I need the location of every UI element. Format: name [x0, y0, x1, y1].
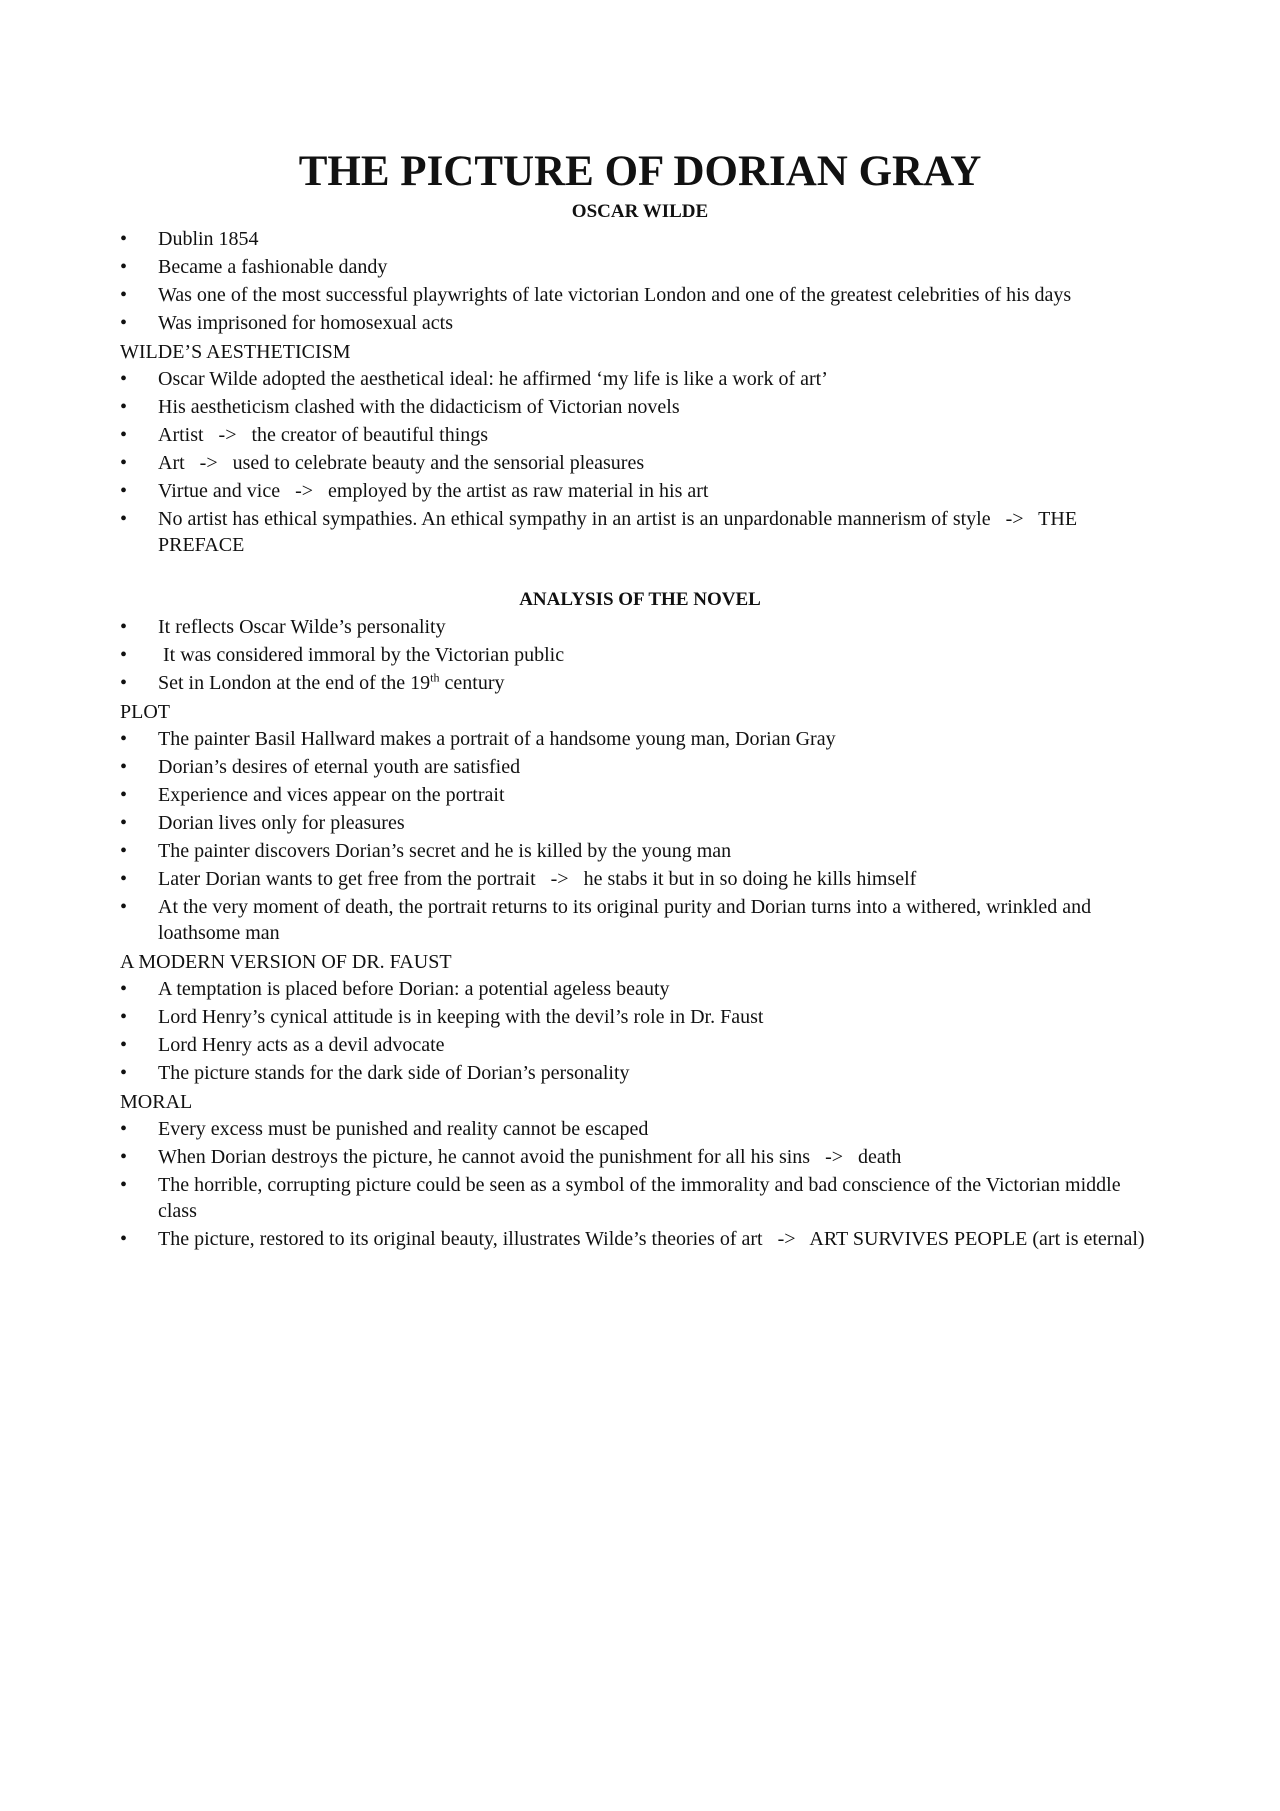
bullet-icon: •: [120, 1034, 128, 1056]
bullet-icon: •: [120, 896, 128, 918]
bio-list: [120, 226, 1160, 336]
document-title: THE PICTURE OF DORIAN GRAY: [298, 148, 982, 195]
bullet-icon: •: [120, 840, 128, 862]
list-item: • It was considered immoral by the Victorian public: [120, 644, 565, 666]
bullet-icon: •: [120, 480, 128, 502]
list-item: • Set in London at the end of the 19th century: [120, 670, 505, 694]
plot-heading: PLOT: [120, 701, 170, 723]
bullet-icon: •: [120, 978, 128, 1000]
list-item: • Was imprisoned for homosexual acts: [120, 312, 453, 334]
list-item: • Lord Henry’s cynical attitude is in keeping with the devil’s role in Dr. Faust: [120, 1006, 764, 1028]
faust-heading: A MODERN VERSION OF DR. FAUST: [120, 951, 452, 973]
bullet-icon: •: [120, 368, 128, 390]
list-item: • The picture stands for the dark side of Dorian’s personality: [120, 1062, 630, 1084]
list-item: • Later Dorian wants to get free from the portrait -> he stabs it but in so doing he kills himself: [120, 868, 917, 890]
list-item: • It reflects Oscar Wilde’s personality: [120, 616, 446, 638]
bullet-icon: •: [120, 1006, 128, 1028]
bullet-icon: •: [120, 1228, 128, 1250]
list-item: • Dorian’s desires of eternal youth are satisfied: [120, 756, 521, 778]
bullet-icon: •: [120, 396, 128, 418]
list-item: • Became a fashionable dandy: [120, 256, 388, 278]
bullet-icon: •: [120, 784, 128, 806]
bullet-icon: •: [120, 728, 128, 750]
list-item: • The painter Basil Hallward makes a portrait of a handsome young man, Dorian Gray: [120, 728, 836, 750]
bullet-icon: •: [120, 868, 128, 890]
bullet-icon: •: [120, 452, 128, 474]
bullet-icon: •: [120, 756, 128, 778]
list-item: • Every excess must be punished and reality cannot be escaped: [120, 1118, 649, 1140]
bullet-icon: •: [120, 616, 128, 638]
superscript: th: [430, 670, 440, 685]
bullet-icon: •: [120, 1062, 128, 1084]
bullet-icon: •: [120, 1174, 128, 1196]
list-item: • No artist has ethical sympathies. An ethical sympathy in an artist is an unpardonable mannerism of style -> THE PREFACE: [120, 508, 1083, 556]
list-item: • Dublin 1854: [120, 228, 259, 250]
bullet-icon: •: [120, 1146, 128, 1168]
list-item: • Was one of the most successful playwrights of late victorian London and one of the greatest celebrities of his days: [120, 284, 1072, 306]
analysis-heading: ANALYSIS OF THE NOVEL: [519, 589, 761, 610]
list-item: • The painter discovers Dorian’s secret and he is killed by the young man: [120, 840, 732, 862]
aestheticism-heading: WILDE’S AESTHETICISM: [120, 341, 351, 363]
list-item: • Artist -> the creator of beautiful things: [120, 424, 489, 446]
bullet-icon: •: [120, 1118, 128, 1140]
list-item: • At the very moment of death, the portrait returns to its original purity and Dorian turns into a withered, wrinkled and loathsome man: [120, 896, 1092, 944]
list-item: • Virtue and vice -> employed by the artist as raw material in his art: [120, 480, 709, 502]
bullet-icon: •: [120, 672, 128, 694]
list-item: • When Dorian destroys the picture, he cannot avoid the punishment for all his sins -> death: [120, 1146, 902, 1168]
author-name: OSCAR WILDE: [571, 201, 709, 222]
list-item: • Art -> used to celebrate beauty and the sensorial pleasures: [120, 452, 645, 474]
moral-heading: MORAL: [120, 1091, 193, 1113]
moral-list: [120, 1116, 1160, 1252]
list-item: • Dorian lives only for pleasures: [120, 812, 405, 834]
list-item: • The horrible, corrupting picture could be seen as a symbol of the immorality and bad conscience of the Victorian middle class: [120, 1174, 1121, 1222]
list-item: • His aestheticism clashed with the didacticism of Victorian novels: [120, 396, 680, 418]
bullet-icon: •: [120, 812, 128, 834]
bullet-icon: •: [120, 644, 128, 666]
aestheticism-list: [120, 366, 1160, 558]
bullet-icon: •: [120, 424, 128, 446]
bullet-icon: •: [120, 508, 128, 530]
list-item: • Experience and vices appear on the portrait: [120, 784, 505, 806]
plot-list: [120, 726, 1160, 946]
list-item: • Lord Henry acts as a devil advocate: [120, 1034, 445, 1056]
bullet-icon: •: [120, 284, 128, 306]
bullet-icon: •: [120, 228, 128, 250]
list-item: • A temptation is placed before Dorian: a potential ageless beauty: [120, 978, 670, 1000]
bullet-icon: •: [120, 312, 128, 334]
bullet-icon: •: [120, 256, 128, 278]
list-item: • The picture, restored to its original beauty, illustrates Wilde’s theories of art -> ART SURVIVES PEOPLE (art is eternal): [120, 1228, 1145, 1250]
list-item: • Oscar Wilde adopted the aesthetical ideal: he affirmed ‘my life is like a work of art’: [120, 368, 828, 390]
faust-list: [120, 976, 1160, 1086]
document-page: [120, 146, 1160, 1254]
analysis-list: [120, 614, 1160, 696]
